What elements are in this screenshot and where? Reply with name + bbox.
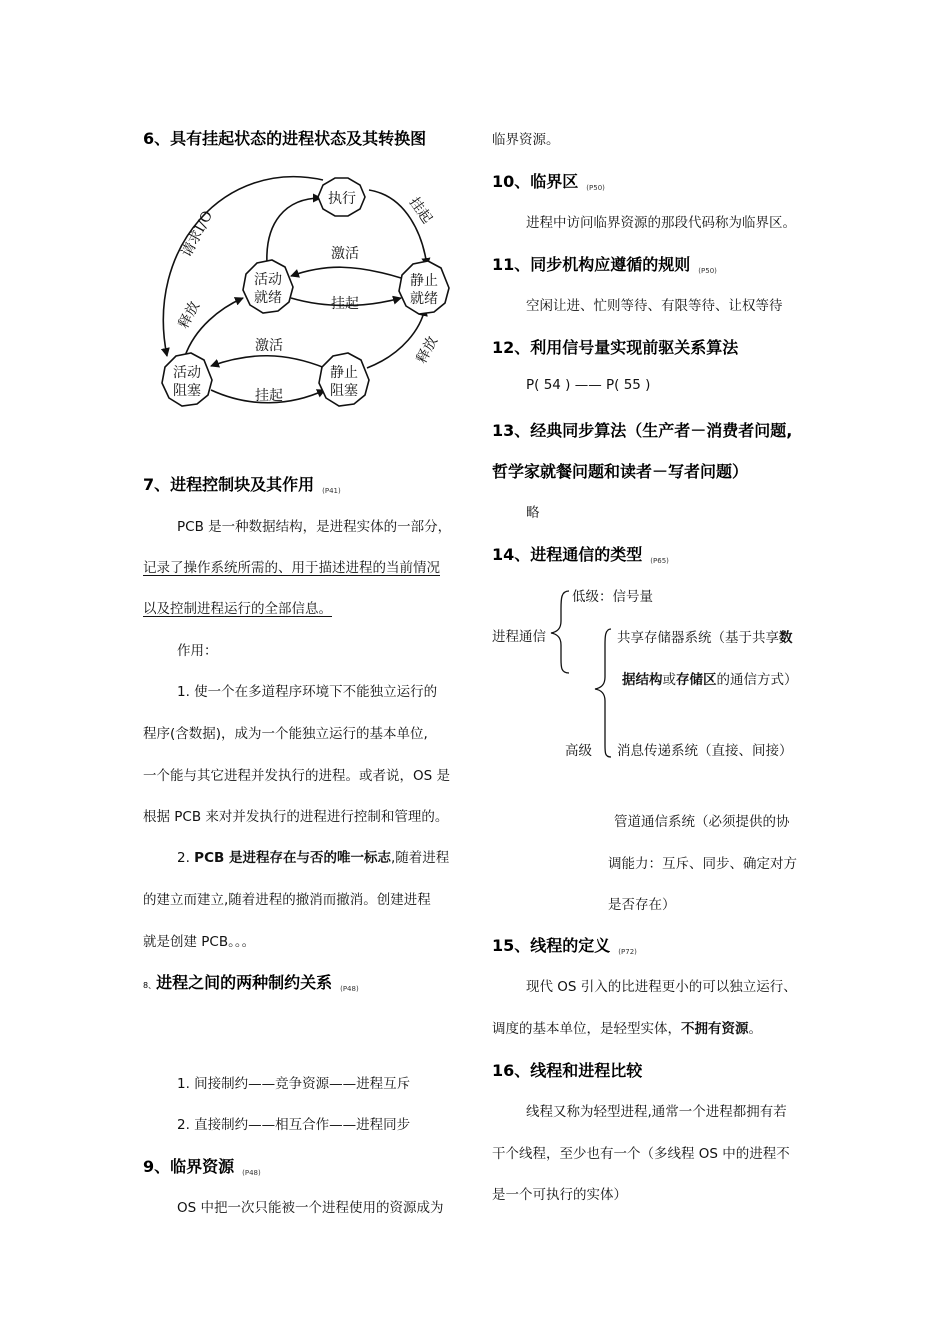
comm-root: 进程通信 [492, 629, 546, 645]
section-13-heading: 13、经典同步算法（生产者－消费者问题, [492, 421, 793, 440]
s7-para-1: PCB 是一种数据结构，是进程实体的一部分， [177, 519, 452, 535]
section-15-heading: 15、线程的定义 (P72) [492, 936, 637, 956]
s9-para-1: OS 中把一次只能被一个进程使用的资源成为 [177, 1200, 444, 1216]
state-active-ready-label-1: 活动 [254, 272, 282, 288]
section-9-heading: 9、临界资源 (P48) [143, 1157, 261, 1177]
s7-item2-line3: 就是创建 PCB。。。 [143, 934, 256, 950]
section-12-heading: 12、利用信号量实现前驱关系算法 [492, 338, 739, 357]
comm-low: 低级：信号量 [572, 589, 653, 605]
section-14-heading: 14、进程通信的类型 (P65) [492, 545, 669, 565]
section-8-heading: 8、进程之间的两种制约关系 (P48) [143, 973, 359, 993]
comm-high: 高级 [565, 743, 592, 759]
section-6-heading: 6、具有挂起状态的进程状态及其转换图 [143, 129, 427, 148]
s16-para-3: 是一个可执行的实体） [492, 1187, 627, 1203]
edge-label-request-io: 请求I/O [178, 208, 217, 260]
state-active-blocked-label-1: 活动 [173, 365, 201, 381]
section-7-heading: 7、进程控制块及其作用 (P41) [143, 475, 341, 495]
s13-para: 略 [526, 505, 540, 521]
s12-para: P( 54 ) —— P( 55 ) [526, 377, 651, 393]
edge-ready-to-exec [267, 198, 321, 264]
comm-message: 消息传递系统（直接、间接） [617, 743, 793, 759]
brace-right [595, 629, 611, 757]
s7-item2-line2: 的建立而建立,随着进程的撤消而撤消。创建进程 [143, 892, 431, 908]
s16-para-2: 干个线程，至少也有一个（多线程 OS 中的进程不 [492, 1146, 790, 1162]
state-active-blocked-label-2: 阻塞 [173, 383, 201, 399]
s8-item-1: 1. 间接制约——竞争资源——进程互斥 [177, 1076, 411, 1092]
state-exec-label: 执行 [328, 191, 356, 207]
state-static-ready-label-2: 就绪 [410, 291, 438, 307]
s7-item1-line4: 根据 PCB 来对并发执行的进程进行控制和管理的。 [143, 809, 449, 825]
s7-role-label: 作用： [177, 643, 218, 659]
brace-left [551, 591, 569, 673]
edge-label-release-right: 释放 [413, 334, 442, 367]
s7-item1-line2: 程序(含数据)，成为一个能独立运行的基本单位, [143, 726, 428, 742]
state-active-ready-label-2: 就绪 [254, 290, 282, 306]
state-static-blocked-label-1: 静止 [330, 365, 358, 381]
state-static-ready-label-1: 静止 [410, 273, 438, 289]
section-11-heading: 11、同步机构应遵循的规则 (P50) [492, 255, 717, 275]
s16-para-1: 线程又称为轻型进程,通常一个进程都拥有若 [526, 1104, 787, 1120]
s10-para: 进程中访问临界资源的那段代码称为临界区。 [526, 215, 796, 231]
section-13-heading-line2: 哲学家就餐问题和读者－写者问题） [492, 462, 749, 481]
comm-pipe-line1: 管道通信系统（必须提供的协 [614, 814, 790, 830]
edge-label-activate-blocked: 激活 [255, 338, 283, 354]
s9-para-cont: 临界资源。 [492, 132, 560, 148]
comm-shared-line1: 共享存储器系统（基于共享数 [617, 630, 793, 646]
comm-pipe-line2: 调能力：互斥、同步、确定对方 [608, 856, 797, 872]
edge-activate-blocked [211, 356, 325, 368]
s7-item1-line1: 1. 使一个在多道程序环境下不能独立运行的 [177, 684, 438, 700]
edge-label-suspend-ready: 挂起 [331, 296, 359, 312]
edge-label-release-left: 释放 [175, 299, 204, 332]
s7-para-2: 记录了操作系统所需的、用于描述进程的当前情况 [143, 560, 440, 576]
s11-para: 空闲让进、忙则等待、有限等待、让权等待 [526, 298, 783, 314]
s8-item-2: 2. 直接制约——相互合作——进程同步 [177, 1117, 411, 1133]
comm-pipe-line3: 是否存在） [608, 897, 676, 913]
s7-para-3: 以及控制进程运行的全部信息。 [143, 601, 332, 617]
section-10-heading: 10、临界区 (P50) [492, 172, 605, 192]
s15-para-1: 现代 OS 引入的比进程更小的可以独立运行、 [526, 979, 797, 995]
s7-item2-line1: 2. PCB 是进程存在与否的唯一标志,随着进程 [177, 850, 450, 866]
process-state-diagram [155, 168, 455, 418]
edge-activate-ready [291, 267, 401, 278]
s15-para-2: 调度的基本单位，是轻型实体，不拥有资源。 [492, 1021, 762, 1037]
state-static-blocked-label-2: 阻塞 [330, 383, 358, 399]
section-16-heading: 16、线程和进程比较 [492, 1061, 643, 1080]
s7-item1-line3: 一个能与其它进程并发执行的进程。或者说，OS 是 [143, 768, 450, 784]
comm-braces [545, 585, 615, 765]
edge-label-activate-ready: 激活 [331, 246, 359, 262]
edge-label-suspend-exec: 挂起 [405, 194, 435, 227]
edge-label-suspend-blocked: 挂起 [255, 388, 283, 404]
comm-shared-line2: 据结构或存储区的通信方式） [622, 672, 798, 688]
